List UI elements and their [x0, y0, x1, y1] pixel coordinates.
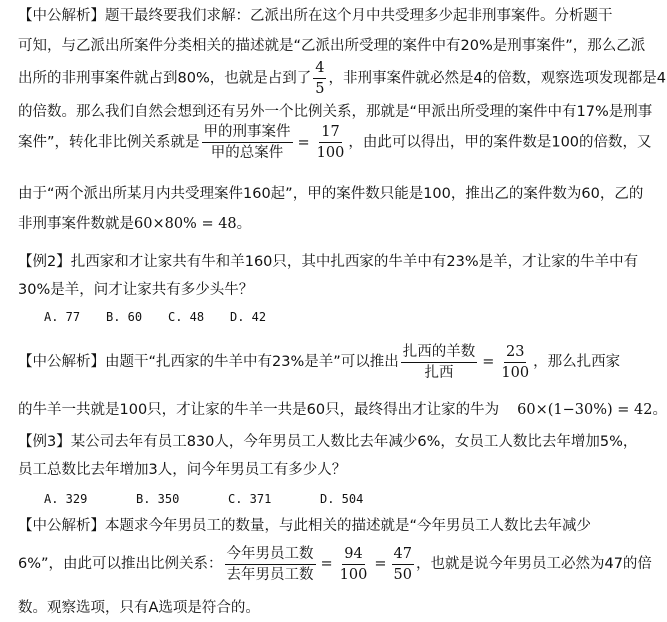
fraction-denominator: 100 — [316, 145, 345, 161]
analysis-1-line-3-text-a: 出所的非刑事案件就占到80%，也就是占到了 — [18, 70, 312, 87]
option-c: C. 48 — [168, 310, 205, 324]
equals-sign: = — [297, 134, 310, 151]
analysis-3-line-2-text-a: 6%”，由此可以推出比例关系： — [18, 556, 223, 572]
example-2-options — [44, 310, 266, 324]
equals-sign: = — [482, 354, 495, 370]
fraction-denominator: 甲的总案件 — [210, 145, 284, 161]
fraction-denominator: 5 — [315, 81, 325, 97]
option-c: C. 371 — [228, 492, 272, 506]
analysis-2-line-2-text-b: 。 — [652, 402, 667, 418]
fraction-male-employees — [225, 544, 316, 585]
example-2-question-line-1: 【例2】扎西家和才让家共有牛和羊160只，其中扎西家的牛羊中有23%是羊，才让家的牛羊中有 — [18, 254, 639, 270]
analysis-3-line-1: 【中公解析】本题求今年男员工的数量，与此相关的描述就是“今年男员工人数比去年减少 — [18, 518, 592, 534]
fraction-denominator: 去年男员工数 — [226, 566, 314, 583]
analysis-1-line-6: 由于“两个派出所某月内共受理案件160起”，甲的案件数只能是100，推出乙的案件数为60，乙的 — [18, 186, 644, 202]
option-b: B. 350 — [136, 492, 180, 506]
equals-sign: = — [374, 556, 387, 572]
fraction-four-fifths — [313, 58, 326, 99]
fraction-numerator: 23 — [504, 342, 526, 363]
option-b: B. 60 — [106, 310, 143, 324]
formula-60x70: 60×(1−30%) = 42 — [517, 402, 653, 418]
analysis-3-line-2-text-b: ，也就是说今年男员工必然为47的倍 — [415, 556, 652, 572]
fraction-zhaxi-sheep — [401, 342, 478, 383]
option-a: A. 77 — [44, 310, 81, 324]
formula-60x80: 60×80% = 48 — [134, 216, 237, 232]
fraction-94-100 — [338, 544, 370, 585]
example-3-options — [44, 492, 363, 506]
fraction-47-50 — [392, 544, 414, 585]
fraction-numerator: 甲的刑事案件 — [202, 122, 293, 143]
analysis-2-line-1 — [18, 340, 620, 384]
example-3-question-line-1: 【例3】某公司去年有员工830人，今年男员工人数比去年减少6%，女员工人数比去年增加5%， — [18, 434, 638, 450]
analysis-1-line-7 — [18, 214, 251, 234]
fraction-denominator: 100 — [339, 566, 368, 583]
analysis-1-line-2: 可知，与乙派出所案件分类相关的描述就是“乙派出所受理的案件中有20%是刑事案件”，那么乙派 — [18, 38, 646, 54]
example-3-question-line-2: 员工总数比去年增加3人，问今年男员工有多少人？ — [18, 462, 347, 478]
analysis-3-line-3: 数。观察选项，只有A选项是符合的。 — [18, 600, 260, 616]
analysis-1-line-3-text-b: ，非刑事案件就必然是4的倍数，观察选项发现都是4 — [328, 70, 666, 87]
fraction-numerator: 47 — [392, 544, 414, 565]
option-d: D. 42 — [230, 310, 267, 324]
equals-sign: = — [320, 556, 333, 572]
fraction-23-100 — [499, 342, 531, 383]
fraction-numerator: 4 — [313, 58, 326, 79]
analysis-1-line-3 — [18, 58, 666, 99]
fraction-numerator: 94 — [342, 544, 364, 565]
analysis-3-line-2 — [18, 540, 652, 588]
fraction-numerator: 17 — [319, 122, 341, 143]
analysis-1-line-5-text-a: 案件”，转化非比例关系就是 — [18, 134, 200, 151]
option-d: D. 504 — [320, 492, 364, 506]
fraction-denominator: 100 — [501, 364, 530, 381]
fraction-numerator: 今年男员工数 — [225, 544, 316, 565]
fraction-17-100 — [315, 122, 347, 163]
analysis-1-line-1: 【中公解析】题干最终要我们求解：乙派出所在这个月中共受理多少起非刑事案件。分析题干 — [18, 8, 613, 24]
option-a: A. 329 — [44, 492, 88, 506]
analysis-1-line-5-text-b: ，由此可以得出，甲的案件数是100的倍数，又 — [348, 134, 652, 151]
analysis-2-line-2 — [18, 400, 667, 420]
fraction-jia-ratio — [202, 122, 293, 163]
analysis-2-line-1-text-a: 【中公解析】由题干“扎西家的牛羊中有23%是羊”可以推出 — [18, 354, 399, 370]
analysis-1-line-5 — [18, 122, 652, 163]
analysis-2-line-1-text-b: ，那么扎西家 — [533, 354, 621, 370]
fraction-denominator: 50 — [393, 566, 412, 583]
fraction-numerator: 扎西的羊数 — [401, 342, 478, 363]
analysis-1-line-4: 的倍数。那么我们自然会想到还有另外一个比例关系，那就是“甲派出所受理的案件中有17%是刑事 — [18, 104, 653, 120]
fraction-denominator: 扎西 — [424, 364, 454, 381]
analysis-1-line-7-text-a: 非刑事案件数就是 — [18, 216, 134, 232]
analysis-1-line-7-text-b: 。 — [236, 216, 252, 232]
analysis-2-line-2-text-a: 的牛羊一共就是100只，才让家的牛羊一共是60只，最终得出才让家的牛为 — [18, 402, 500, 418]
example-2-question-line-2: 30%是羊，问才让家共有多少头牛？ — [18, 282, 254, 298]
